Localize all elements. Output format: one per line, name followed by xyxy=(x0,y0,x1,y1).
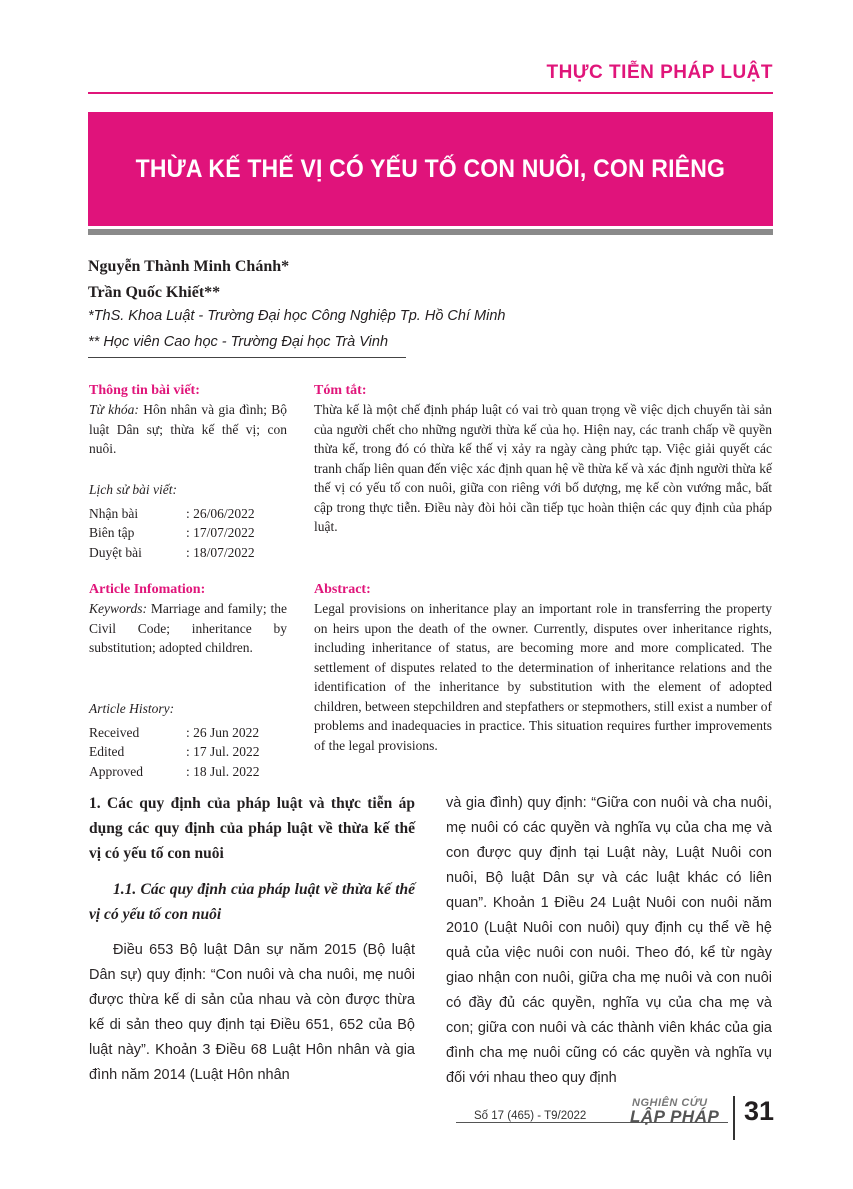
history-row: Duyệt bài : 18/07/2022 xyxy=(89,544,255,560)
body-right-column xyxy=(446,791,772,1091)
info-vi-heading: Thông tin bài viết: xyxy=(89,383,200,398)
abstract-vi xyxy=(314,381,772,537)
keywords-label: Từ khóa: xyxy=(89,402,139,417)
history-en-list xyxy=(89,723,287,781)
affiliation-1: *ThS. Khoa Luật - Trường Đại học Công Nghiệp Tp. Hồ Chí Minh xyxy=(88,308,506,324)
history-row: Approved : 18 Jul. 2022 xyxy=(89,763,260,779)
journal-logo-top: NGHIÊN CỨU xyxy=(632,1097,708,1109)
history-row: Edited : 17 Jul. 2022 xyxy=(89,744,260,760)
issue-label: Số 17 (465) - T9/2022 xyxy=(474,1110,587,1122)
history-row: Nhận bài : 26/06/2022 xyxy=(89,506,255,521)
abstract-en-heading: Abstract: xyxy=(314,582,371,597)
article-title: THỪA KẾ THẾ VỊ CÓ YẾU TỐ CON NUÔI, CON RIÊNG xyxy=(135,154,726,183)
history-vi-label: Lịch sử bài viết: xyxy=(89,481,177,497)
history-vi-list xyxy=(89,504,287,562)
section-1-heading: 1. Các quy định của pháp luật và thực tiễn áp dụng các quy định của pháp luật về thừa kế thế vị có yếu tố con nuôi xyxy=(89,795,415,862)
section-label: THỰC TIỄN PHÁP LUẬT xyxy=(546,62,773,83)
article-info-vi xyxy=(89,381,287,562)
abstract-en-text: Legal provisions on inheritance play an important role in transferring the property on heirs upon the death of the owner. Currently, disputes over inheritance rights, including inheritance of status, are becoming more and more complicated. The settlement of disputes related to the determination of inheritance relations and the identification of the inheritance by substitution with the element of adopted children, between stepchildren and stepfathers or stepmothers, still exist a number of problems and inadequacies in practice. This situation requires further improvements of the legal provisions. xyxy=(314,601,772,753)
page-number: 31 xyxy=(744,1096,775,1126)
history-row: Received : 26 Jun 2022 xyxy=(89,725,260,740)
info-vi-keywords xyxy=(89,400,287,459)
header-divider xyxy=(88,92,773,94)
journal-logo: LẬP PHÁP xyxy=(630,1107,720,1126)
author-2: Trần Quốc Khiết** xyxy=(88,284,221,301)
abstract-vi-heading: Tóm tắt: xyxy=(314,383,367,398)
article-info-en xyxy=(89,580,287,781)
affiliation-2: ** Học viên Cao học - Trường Đại học Trà Vinh xyxy=(88,334,389,350)
history-row: Biên tập : 17/07/2022 xyxy=(89,525,255,541)
info-en-heading: Article Infomation: xyxy=(89,582,206,597)
body-paragraph-right: và gia đình) quy định: “Giữa con nuôi và cha nuôi, mẹ nuôi có các quyền và nghĩa vụ của cha mẹ và con được quy định tại Luật này, Luật Nuôi con nuôi, Bộ luật Dân sự và các luật khác có liên quan”. Khoản 1 Điều 24 Luật Nuôi con nuôi năm 2010 (Luật Nuôi con nuôi) quy định cụ thể về hệ quả của việc nuôi con nuôi. Theo đó, kể từ ngày giao nhận con nuôi, giữa cha mẹ nuôi và con nuôi có đầy đủ các quyền, nghĩa vụ của cha mẹ và con; giữa con nuôi và các thành viên khác của gia đình cha mẹ nuôi cũng có các quyền và nghĩa vụ đối với nhau theo quy định xyxy=(446,795,772,1086)
author-1: Nguyễn Thành Minh Chánh* xyxy=(88,258,290,275)
body-left-column xyxy=(89,791,415,1088)
affiliation-divider xyxy=(88,357,406,358)
title-banner xyxy=(88,112,773,226)
history-en-label: Article History: xyxy=(89,700,175,716)
abstract-en xyxy=(314,580,772,755)
body-paragraph-left: Điều 653 Bộ luật Dân sự năm 2015 (Bộ luật Dân sự) quy định: “Con nuôi và cha nuôi, mẹ nuôi được thừa kế di sản của nhau và còn được thừa kế di sản theo quy định tại Điều 651, 652 của Bộ luật này”. Khoản 3 Điều 68 Luật Hôn nhân và gia đình năm 2014 (Luật Hôn nhân xyxy=(89,942,415,1083)
title-underline xyxy=(88,229,773,235)
subsection-1-1-heading: 1.1. Các quy định của pháp luật về thừa kế thế vị có yếu tố con nuôi xyxy=(89,881,415,923)
footer-separator xyxy=(733,1096,735,1140)
keywords-text: Marriage and family; the Civil Code; inheritance by substitution; adopted children. xyxy=(89,601,287,655)
info-en-keywords xyxy=(89,599,287,658)
keywords-text: Hôn nhân và gia đình; Bộ luật Dân sự; thừa kế thế vị; con nuôi. xyxy=(89,402,288,456)
keywords-label: Keywords: xyxy=(89,601,147,616)
abstract-vi-text: Thừa kế là một chế định pháp luật có vai trò quan trọng về việc dịch chuyển tài sản của người chết cho những người thừa kế của họ. Hiện nay, các tranh chấp về quyền thừa kế, trong đó có thừa kế thế vị xảy ra ngày càng phức tạp. Việc giải quyết các tranh chấp liên quan đến việc xác định quan hệ về thừa kế và xác định người thừa kế thế vị có yếu tố con nuôi, giữa con riêng với bố dượng, mẹ kế còn vướng mắc, bất cập trong thực tiễn. Điều này đòi hỏi cần tiếp tục hoàn thiện các quy định của pháp luật. xyxy=(314,402,772,534)
